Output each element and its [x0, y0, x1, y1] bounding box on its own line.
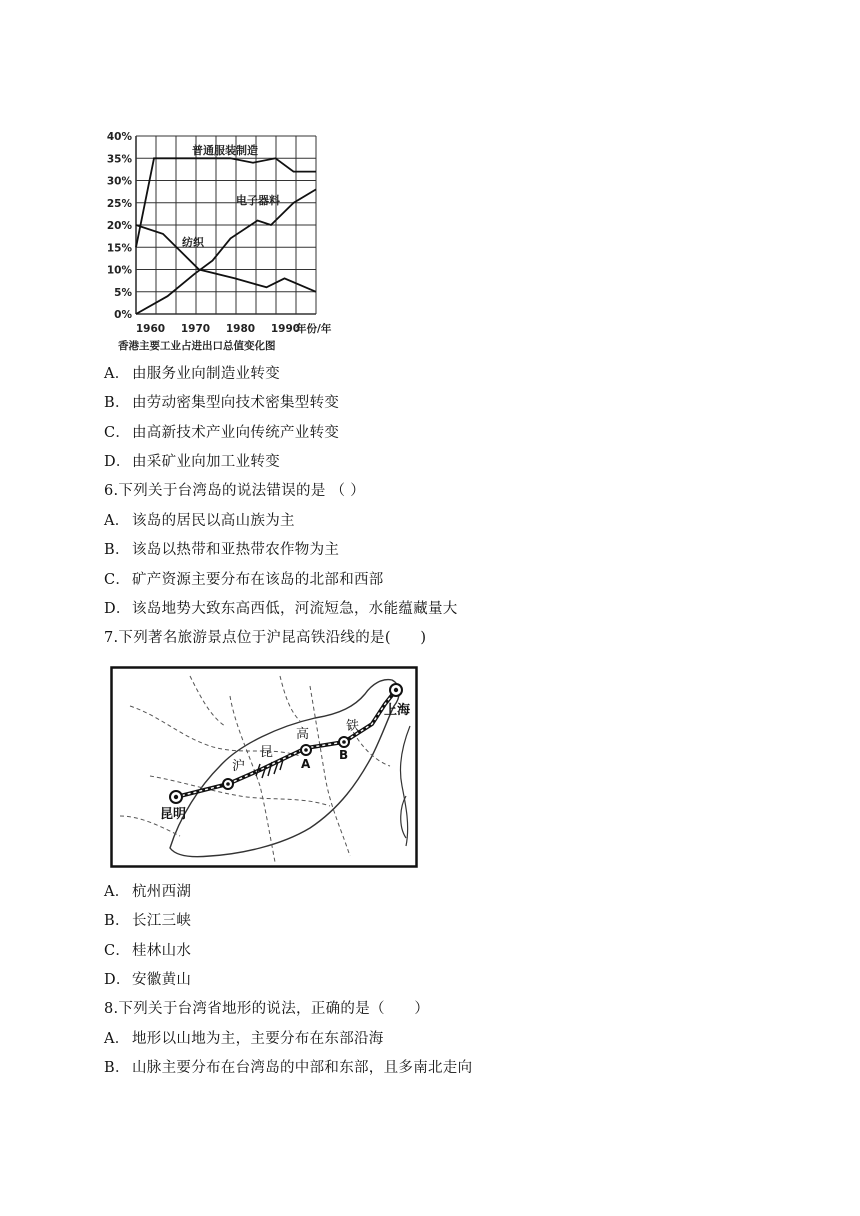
map-label-hu: 沪 — [232, 759, 246, 774]
chart-grid — [136, 136, 316, 314]
q8-option-a: A． 地形以山地为主，主要分布在东部沿海 — [104, 1031, 384, 1047]
map-label-kunming: 昆明 — [160, 807, 187, 822]
y-tick-label: 35% — [106, 153, 132, 166]
chart-caption: 香港主要工业占进出口总值变化图 — [118, 340, 276, 352]
y-tick-label: 30% — [106, 175, 132, 188]
q7-option-d: D．安徽黄山 — [104, 972, 192, 988]
y-tick-label: 10% — [106, 264, 132, 277]
y-tick-label: 0% — [114, 309, 132, 321]
x-tick-label: 1980 — [225, 323, 256, 335]
q6-option-a: A． 该岛的居民以高山族为主 — [104, 513, 295, 529]
map-label-tie: 铁 — [346, 719, 360, 734]
q8-stem: 8.下列关于台湾省地形的说法，正确的是（ ） — [104, 1001, 430, 1017]
station-shanghai-marker — [390, 684, 402, 696]
q7-option-c: C． 桂林山水 — [104, 943, 192, 959]
q7-option-a: A． 杭州西湖 — [104, 884, 192, 900]
map-label-kun: 昆 — [260, 745, 274, 760]
y-tick-label: 15% — [106, 242, 132, 255]
q8-option-b: B． 山脉主要分布在台湾岛的中部和东部，且多南北走向 — [104, 1060, 473, 1076]
station-mid-marker — [223, 779, 233, 789]
hk-industry-chart — [104, 128, 344, 354]
q5-option-c: C． 由高新技术产业向传统产业转变 — [104, 425, 340, 441]
x-tick-label: 1990 — [270, 323, 301, 335]
q5-option-d: D．由采矿业向加工业转变 — [104, 454, 280, 470]
series-line-2 — [136, 225, 316, 292]
chart-x-ticks — [136, 323, 300, 335]
map-label-b: B — [339, 748, 349, 762]
x-axis-label: 年份/年 — [296, 323, 332, 335]
series-label-textile: 纺织 — [182, 236, 204, 249]
shanghai-kunming-railway-map — [110, 666, 418, 868]
q6-stem: 6.下列关于台湾岛的说法错误的是 （ ） — [104, 483, 366, 499]
x-tick-label: 1960 — [135, 323, 166, 335]
station-kunming-marker — [170, 791, 182, 803]
y-tick-label: 5% — [114, 286, 132, 299]
map-label-shanghai: 上海 — [384, 703, 411, 718]
x-tick-label: 1970 — [180, 323, 211, 335]
q7-stem: 7.下列著名旅游景点位于沪昆高铁沿线的是( ) — [104, 630, 427, 646]
chart-series-group — [136, 158, 316, 314]
q6-option-b: B． 该岛以热带和亚热带农作物为主 — [104, 542, 340, 558]
map-label-gao: 高 — [296, 727, 310, 742]
y-tick-label: 25% — [106, 197, 132, 210]
q5-option-b: B． 由劳动密集型向技术密集型转变 — [104, 395, 340, 411]
y-tick-label: 20% — [106, 220, 132, 232]
y-tick-label: 40% — [106, 131, 132, 143]
series-label-clothing: 普通服装制造 — [192, 144, 258, 157]
map-label-a: A — [301, 757, 311, 771]
q6-option-c: C． 矿产资源主要分布在该岛的北部和西部 — [104, 572, 384, 588]
station-b-marker — [339, 737, 349, 747]
q5-option-a: A． 由服务业向制造业转变 — [104, 366, 280, 382]
q6-option-d: D．该岛地势大致东高西低，河流短急，水能蕴藏量大 — [104, 601, 458, 617]
q7-option-b: B． 长江三峡 — [104, 913, 192, 929]
chart-y-ticks — [107, 131, 133, 321]
series-label-electronics: 电子器料 — [236, 194, 280, 207]
station-a-marker — [301, 745, 311, 755]
series-line-1 — [136, 189, 316, 314]
